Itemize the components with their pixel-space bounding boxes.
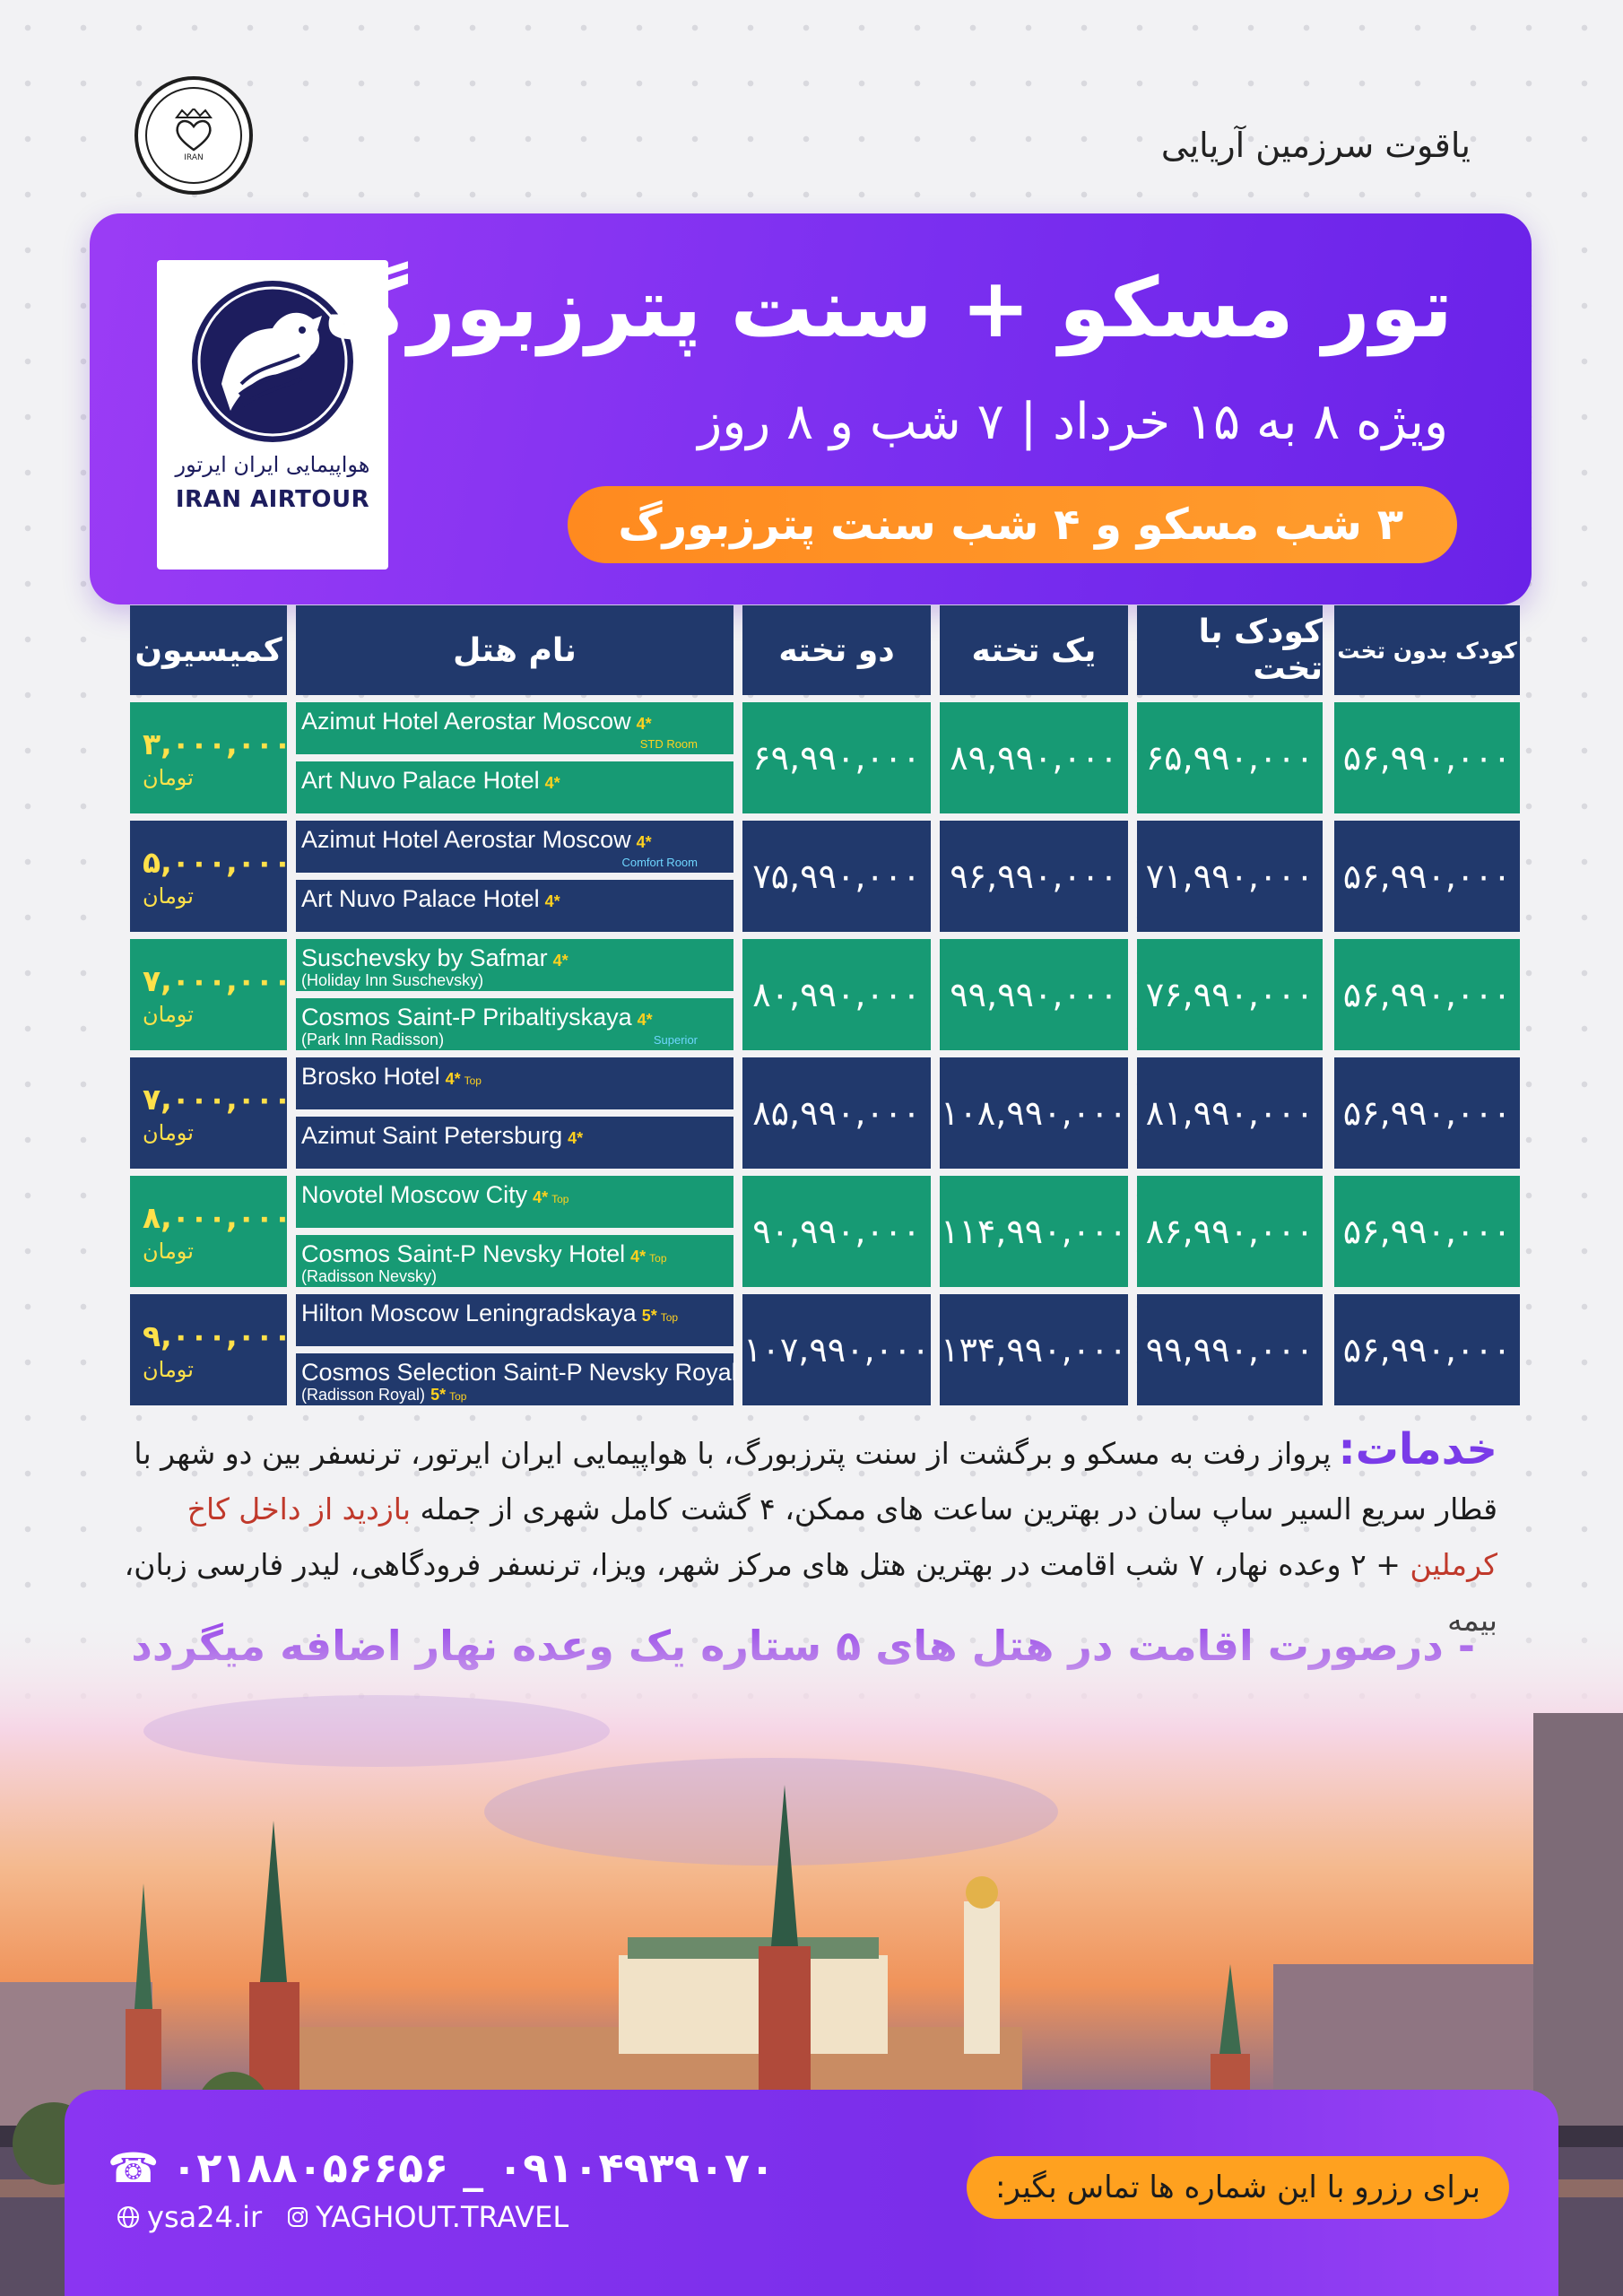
hotel-subname-line	[301, 1031, 444, 1049]
crown-heart-icon	[169, 109, 218, 152]
hotel-subname-line	[301, 971, 483, 990]
price-double: ۹۰,۹۹۰,۰۰۰	[742, 1176, 931, 1287]
commission-cell	[130, 1057, 292, 1169]
commission-cell	[130, 1176, 292, 1287]
hotel-name-cell	[296, 702, 733, 754]
commission-cell	[130, 939, 292, 1050]
header-hotel: نام هتل	[296, 605, 733, 695]
header-double: دو تخته	[742, 605, 931, 695]
website-text: ysa24.ir	[147, 2200, 263, 2234]
hotel-tag: Top	[449, 1390, 467, 1403]
price-double: ۶۹,۹۹۰,۰۰۰	[742, 702, 931, 813]
price-child-bed: ۷۶,۹۹۰,۰۰۰	[1137, 939, 1323, 1050]
table-row	[130, 1294, 1512, 1405]
hotel-name-cell	[296, 1294, 733, 1346]
hotel-name-line	[301, 880, 560, 913]
price-child-bed: ۶۵,۹۹۰,۰۰۰	[1137, 702, 1323, 813]
hotel-name: Novotel Moscow City	[301, 1181, 528, 1208]
hotel-name-line	[301, 1117, 583, 1150]
header-single: یک تخته	[940, 605, 1128, 695]
table-row	[130, 939, 1512, 1050]
hotel-name-cell	[296, 1176, 733, 1228]
price-child-nobed: ۵۶,۹۹۰,۰۰۰	[1334, 821, 1520, 932]
hotel-star-rating: 4*	[636, 833, 652, 851]
hotel-subname: (Radisson Nevsky)	[301, 1267, 438, 1285]
commission-cell	[130, 1294, 292, 1405]
hotel-name: Azimut Hotel Aerostar Moscow	[301, 708, 631, 735]
table-body	[130, 702, 1512, 1405]
hotel-name-cell	[296, 998, 733, 1050]
nights-badge: ۳ شب مسکو و ۴ شب سنت پترزبورگ	[568, 486, 1457, 563]
hotel-name-line	[301, 1176, 568, 1209]
hotel-name-cell	[296, 1117, 733, 1169]
hotel-name-cell	[296, 1057, 733, 1109]
hotel-star-rating: 4*	[552, 952, 568, 970]
commission-amount: ۳,۰۰۰,۰۰۰	[143, 726, 292, 761]
hotel-subname: (Park Inn Radisson)	[301, 1031, 445, 1048]
header-child-bed: کودک با تخت	[1137, 605, 1323, 695]
hotel-star-rating: 4*	[630, 1248, 647, 1265]
hotel-tag: Top	[464, 1074, 482, 1087]
header-commission: کمیسیون	[130, 605, 287, 695]
price-double: ۸۵,۹۹۰,۰۰۰	[742, 1057, 931, 1169]
table-header-row	[130, 605, 1517, 695]
phone-numbers[interactable]	[108, 2144, 775, 2192]
hotel-tag: Top	[649, 1252, 667, 1265]
hotel-star-rating: 4*	[636, 715, 652, 733]
hotel-name: Suschevsky by Safmar	[301, 944, 548, 971]
price-double: ۷۵,۹۹۰,۰۰۰	[742, 821, 931, 932]
hotel-name-line	[301, 702, 652, 735]
commission-currency: تومان	[143, 883, 194, 909]
table-row	[130, 1176, 1512, 1287]
hotel-name: Brosko Hotel	[301, 1063, 440, 1090]
price-child-bed: ۷۱,۹۹۰,۰۰۰	[1137, 821, 1323, 932]
price-single: ۱۱۴,۹۹۰,۰۰۰	[940, 1176, 1128, 1287]
tour-title: تور مسکو + سنت پترزبورگ	[323, 260, 1453, 356]
price-single: ۱۳۴,۹۹۰,۰۰۰	[940, 1294, 1128, 1405]
room-type-label: Comfort Room	[621, 856, 698, 869]
hotel-tag: Top	[551, 1193, 569, 1205]
table-row	[130, 702, 1512, 813]
hotel-subname: (Holiday Inn Suschevsky)	[301, 971, 484, 989]
instagram-icon	[287, 2206, 308, 2228]
yaghout-logo	[135, 76, 253, 195]
hotel-name: Hilton Moscow Leningradskaya	[301, 1300, 637, 1326]
hotel-star-rating: 4*	[637, 1011, 653, 1029]
hotel-name-cell	[296, 939, 733, 991]
airline-name-en: IRAN AIRTOUR	[175, 486, 370, 513]
services-text-a: پرواز رفت به مسکو و برگشت از سنت پترزبورگ، با هواپیمایی ایران ایرتور، ترنسفر بین دو شهر با قطار سریع السیر ساپ سان در بهترین ساعت های ممکن، ۴ گشت کامل شهری از جمله	[134, 1436, 1497, 1526]
contact-links	[117, 2200, 568, 2234]
hotel-star-rating: 5*	[641, 1307, 657, 1325]
price-child-bed: ۸۶,۹۹۰,۰۰۰	[1137, 1176, 1323, 1287]
hotel-tag: Top	[660, 1311, 679, 1324]
hotel-name: Azimut Hotel Aerostar Moscow	[301, 826, 631, 853]
price-child-bed: ۹۹,۹۹۰,۰۰۰	[1137, 1294, 1323, 1405]
hotel-name-line	[301, 998, 653, 1031]
header-child-nobed: کودک بدون تخت	[1334, 605, 1520, 695]
website-link[interactable]	[117, 2200, 262, 2234]
commission-amount: ۷,۰۰۰,۰۰۰	[143, 962, 292, 998]
commission-currency: تومان	[143, 764, 194, 790]
commission-currency: تومان	[143, 1356, 194, 1382]
instagram-text: YAGHOUT.TRAVEL	[316, 2200, 569, 2234]
seal-center-text: IRAN	[184, 152, 204, 162]
price-child-nobed: ۵۶,۹۹۰,۰۰۰	[1334, 702, 1520, 813]
price-single: ۹۶,۹۹۰,۰۰۰	[940, 821, 1128, 932]
hotel-name-line	[301, 939, 568, 972]
services-text-b: + ۲ وعده نهار، ۷ شب اقامت در بهترین هتل های مرکز شهر، ویزا، ترنسفر فرودگاهی، لیدر فارسی زبان،	[124, 1547, 1401, 1582]
table-row	[130, 1057, 1512, 1169]
hotel-name-cell	[296, 761, 733, 813]
hotel-subname: (Radisson Royal)	[301, 1386, 426, 1404]
hotel-name: Cosmos Selection Saint-P Nevsky Royal	[301, 1359, 737, 1386]
price-double: ۸۰,۹۹۰,۰۰۰	[742, 939, 931, 1050]
hotel-subname-line	[301, 1267, 437, 1286]
reserve-call-badge: برای رزرو با این شماره ها تماس بگیر:	[967, 2156, 1509, 2219]
room-type-label: STD Room	[639, 737, 698, 751]
price-child-bed: ۸۱,۹۹۰,۰۰۰	[1137, 1057, 1323, 1169]
instagram-link[interactable]	[287, 2200, 568, 2234]
services-label: خدمات:	[1338, 1424, 1497, 1474]
hotel-name-line	[301, 1235, 667, 1268]
hotel-star-rating: 4*	[568, 1129, 584, 1147]
commission-cell	[130, 702, 292, 813]
phone-text: ۰۲۱۸۸۰۵۶۶۵۶ _ ۰۹۱۰۴۹۳۹۰۷۰	[171, 2144, 776, 2192]
commission-amount: ۸,۰۰۰,۰۰۰	[143, 1199, 292, 1235]
airline-name-fa: هواپیمایی ایران ایرتور	[175, 452, 370, 477]
commission-amount: ۹,۰۰۰,۰۰۰	[143, 1318, 292, 1353]
commission-currency: تومان	[143, 1238, 194, 1264]
hotel-name: Art Nuvo Palace Hotel	[301, 885, 540, 912]
hotel-name-cell	[296, 821, 733, 873]
hotel-star-rating: 4*	[533, 1188, 549, 1206]
hotel-star-rating: 4*	[544, 774, 560, 792]
room-type-label: Superior	[653, 1033, 698, 1047]
price-child-nobed: ۵۶,۹۹۰,۰۰۰	[1334, 1176, 1520, 1287]
services-highlight: بازدید از داخل کاخ کرملین	[187, 1492, 1497, 1582]
hotel-name-line	[301, 761, 560, 795]
hotel-name-cell	[296, 880, 733, 932]
hotel-name: Art Nuvo Palace Hotel	[301, 767, 540, 794]
hotel-name-line	[301, 1294, 678, 1327]
price-child-nobed: ۵۶,۹۹۰,۰۰۰	[1334, 1057, 1520, 1169]
price-child-nobed: ۵۶,۹۹۰,۰۰۰	[1334, 939, 1520, 1050]
price-double: ۱۰۷,۹۹۰,۰۰۰	[742, 1294, 931, 1405]
hotel-name-cell	[296, 1235, 733, 1287]
commission-currency: تومان	[143, 1119, 194, 1145]
commission-amount: ۵,۰۰۰,۰۰۰	[143, 844, 292, 880]
brand-name: یاقوت سرزمین آریایی	[1160, 126, 1471, 165]
hotel-star-rating: 4*	[445, 1070, 461, 1088]
hotel-name: Cosmos Saint-P Nevsky Hotel	[301, 1240, 626, 1267]
hotel-name-cell	[296, 1353, 737, 1405]
hotel-name-line	[301, 1353, 737, 1387]
hotel-name-line	[301, 821, 652, 854]
hotel-star-rating: 5*	[430, 1386, 447, 1404]
commission-amount: ۷,۰۰۰,۰۰۰	[143, 1081, 292, 1117]
hotel-name: Azimut Saint Petersburg	[301, 1122, 563, 1149]
tour-subtitle: ویژه ۸ به ۱۵ خرداد | ۷ شب و ۸ روز	[698, 393, 1448, 451]
hotel-subname-line	[301, 1386, 466, 1405]
hotel-name-line	[301, 1057, 482, 1091]
table-row	[130, 821, 1512, 932]
price-single: ۹۹,۹۹۰,۰۰۰	[940, 939, 1128, 1050]
hotel-name: Cosmos Saint-P Pribaltiyskaya	[301, 1004, 632, 1031]
price-child-nobed: ۵۶,۹۹۰,۰۰۰	[1334, 1294, 1520, 1405]
commission-cell	[130, 821, 292, 932]
price-single: ۱۰۸,۹۹۰,۰۰۰	[940, 1057, 1128, 1169]
hotel-star-rating: 4*	[544, 892, 560, 910]
price-table	[130, 605, 1517, 1405]
commission-currency: تومان	[143, 1001, 194, 1027]
phone-icon: ☎	[108, 2144, 160, 2192]
globe-icon	[117, 2205, 140, 2229]
price-single: ۸۹,۹۹۰,۰۰۰	[940, 702, 1128, 813]
